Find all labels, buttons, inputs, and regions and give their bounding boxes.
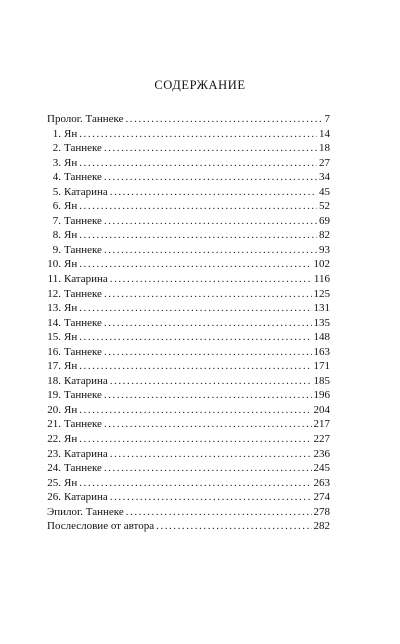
toc-entry-number: 25. xyxy=(47,476,61,489)
toc-entry-number: 12. xyxy=(47,287,61,300)
toc-entry xyxy=(47,185,330,200)
dot-leader xyxy=(79,432,311,447)
dot-leader xyxy=(110,272,312,287)
toc-entry-label: Ян xyxy=(64,360,78,373)
toc-entry xyxy=(47,490,330,505)
toc-entry-number: 1. xyxy=(52,127,61,140)
dot-leader xyxy=(104,170,317,185)
dot-leader xyxy=(104,345,312,360)
toc-entry-label: Послесловие от автора xyxy=(47,520,155,533)
dot-leader xyxy=(79,330,311,345)
toc-entry-label: Таннеке xyxy=(64,462,102,475)
toc-entry-number: 6. xyxy=(52,200,61,213)
toc-entry-number: 8. xyxy=(52,229,61,242)
dot-leader xyxy=(104,417,312,432)
toc-entry-label: Ян xyxy=(64,302,78,315)
toc-entry-label: Таннеке xyxy=(64,214,102,227)
dot-leader xyxy=(104,214,317,229)
toc-entry-page-number: 148 xyxy=(313,331,330,344)
toc-entry-page-number: 14 xyxy=(319,127,330,140)
toc-entry-label: Таннеке xyxy=(64,345,102,358)
dot-leader xyxy=(79,403,311,418)
toc-entry-label: Ян xyxy=(64,200,78,213)
toc-entry-number: 3. xyxy=(52,156,61,169)
toc-entry xyxy=(47,272,330,287)
toc-entry xyxy=(47,257,330,272)
toc-entry-page-number: 34 xyxy=(319,171,330,184)
toc-entry-page-number: 27 xyxy=(319,156,330,169)
toc-entry-label: Катарина xyxy=(64,374,108,387)
dot-leader xyxy=(104,141,317,156)
dot-leader xyxy=(104,316,312,331)
dot-leader xyxy=(110,447,312,462)
toc-entry-label: Катарина xyxy=(64,447,108,460)
toc-entry-page-number: 131 xyxy=(313,302,330,315)
dot-leader xyxy=(110,490,312,505)
toc-entry-label: Катарина xyxy=(64,273,108,286)
dot-leader xyxy=(126,505,312,520)
toc-entry xyxy=(47,388,330,403)
dot-leader xyxy=(79,156,317,171)
dot-leader xyxy=(79,199,317,214)
toc-entry-number: 4. xyxy=(52,171,61,184)
toc-entry-label: Таннеке xyxy=(64,171,102,184)
dot-leader xyxy=(79,359,311,374)
toc-entry xyxy=(47,476,330,491)
toc-entry-number: 10. xyxy=(47,258,61,271)
toc-entry xyxy=(47,447,330,462)
toc-entry-number: 23. xyxy=(47,447,61,460)
toc-entry-page-number: 227 xyxy=(313,433,330,446)
toc-entry-label: Катарина xyxy=(64,491,108,504)
toc-entry xyxy=(47,345,330,360)
toc-entry-number: 5. xyxy=(52,185,61,198)
toc-entry-label: Ян xyxy=(64,156,78,169)
toc-entry-page-number: 45 xyxy=(319,185,330,198)
toc-entry-number: 2. xyxy=(52,142,61,155)
toc-entry-number: 9. xyxy=(52,243,61,256)
toc-entry-label: Катарина xyxy=(64,185,108,198)
toc-entry-label: Таннеке xyxy=(64,287,102,300)
toc-entry-label: Ян xyxy=(64,127,78,140)
toc-entry-label: Таннеке xyxy=(64,389,102,402)
toc-entry-page-number: 171 xyxy=(313,360,330,373)
toc-entry-number: 18. xyxy=(47,374,61,387)
toc-entry xyxy=(47,170,330,185)
toc-entry xyxy=(47,141,330,156)
toc-entry-label: Эпилог. Таннеке xyxy=(47,505,124,518)
toc-entry-page-number: 125 xyxy=(313,287,330,300)
toc-entry-number: 11. xyxy=(47,273,61,286)
toc-entry-page-number: 274 xyxy=(313,491,330,504)
dot-leader xyxy=(104,243,317,258)
toc-entry-label: Ян xyxy=(64,258,78,271)
toc-entry-page-number: 102 xyxy=(313,258,330,271)
dot-leader xyxy=(104,388,312,403)
toc-entry xyxy=(47,228,330,243)
toc-entry-page-number: 278 xyxy=(313,505,330,518)
toc-entry-label: Ян xyxy=(64,229,78,242)
toc-entry-label: Таннеке xyxy=(64,418,102,431)
toc-entry-number: 17. xyxy=(47,360,61,373)
toc-entry xyxy=(47,127,330,142)
toc-entry xyxy=(47,330,330,345)
dot-leader xyxy=(110,374,312,389)
toc-entry-label: Пролог. Таннеке xyxy=(47,113,124,125)
toc-entry-label: Ян xyxy=(64,476,78,489)
toc-entry-number: 16. xyxy=(47,345,61,358)
toc-entry xyxy=(47,374,330,389)
table-of-contents xyxy=(47,112,330,534)
toc-entry-page-number: 135 xyxy=(313,316,330,329)
toc-entry-page-number: 282 xyxy=(313,520,330,533)
dot-leader xyxy=(79,127,317,142)
toc-entry-page-number: 263 xyxy=(313,476,330,489)
toc-entry xyxy=(47,359,330,374)
toc-entry-number: 24. xyxy=(47,462,61,475)
toc-entry-page-number: 18 xyxy=(319,142,330,155)
dot-leader xyxy=(126,112,323,127)
toc-entry-page-number: 204 xyxy=(313,403,330,416)
toc-entry-number: 19. xyxy=(47,389,61,402)
toc-entry-label: Таннеке xyxy=(64,316,102,329)
toc-entry-page-number: 69 xyxy=(319,214,330,227)
dot-leader xyxy=(79,476,311,491)
toc-entry-label: Ян xyxy=(64,403,78,416)
toc-entry xyxy=(47,214,330,229)
dot-leader xyxy=(104,461,312,476)
toc-entry-number: 20. xyxy=(47,403,61,416)
toc-entry xyxy=(47,505,330,520)
toc-entry-page-number: 185 xyxy=(313,374,330,387)
dot-leader xyxy=(110,185,317,200)
toc-entry-page-number: 82 xyxy=(319,229,330,242)
toc-entry xyxy=(47,199,330,214)
dot-leader xyxy=(79,301,311,316)
toc-entry xyxy=(47,519,330,534)
toc-entry-page-number: 7 xyxy=(324,113,330,125)
toc-entry xyxy=(47,287,330,302)
toc-entry-page-number: 93 xyxy=(319,243,330,256)
toc-entry-number: 15. xyxy=(47,331,61,344)
toc-entry-number: 26. xyxy=(47,491,61,504)
toc-entry-page-number: 163 xyxy=(313,345,330,358)
toc-entry-page-number: 196 xyxy=(313,389,330,402)
toc-entry-label: Таннеке xyxy=(64,243,102,256)
toc-entry-number: 13. xyxy=(47,302,61,315)
toc-entry xyxy=(47,112,330,127)
toc-entry-number: 7. xyxy=(52,214,61,227)
toc-entry xyxy=(47,316,330,331)
toc-entry xyxy=(47,301,330,316)
toc-entry xyxy=(47,243,330,258)
toc-entry-number: 22. xyxy=(47,433,61,446)
toc-entry-page-number: 245 xyxy=(313,462,330,475)
toc-entry-number: 14. xyxy=(47,316,61,329)
toc-entry xyxy=(47,461,330,476)
toc-entry xyxy=(47,432,330,447)
toc-entry-page-number: 217 xyxy=(313,418,330,431)
dot-leader xyxy=(104,287,312,302)
toc-entry-number: 21. xyxy=(47,418,61,431)
toc-entry-page-number: 52 xyxy=(319,200,330,213)
toc-entry-label: Ян xyxy=(64,433,78,446)
toc-entry-page-number: 116 xyxy=(313,273,330,286)
toc-entry xyxy=(47,403,330,418)
toc-entry xyxy=(47,156,330,171)
toc-entry-page-number: 236 xyxy=(313,447,330,460)
dot-leader xyxy=(156,519,311,534)
toc-entry xyxy=(47,417,330,432)
toc-entry-label: Таннеке xyxy=(64,142,102,155)
dot-leader xyxy=(79,257,311,272)
toc-entry-label: Ян xyxy=(64,331,78,344)
toc-title: СОДЕРЖАНИЕ xyxy=(154,78,246,92)
dot-leader xyxy=(79,228,317,243)
